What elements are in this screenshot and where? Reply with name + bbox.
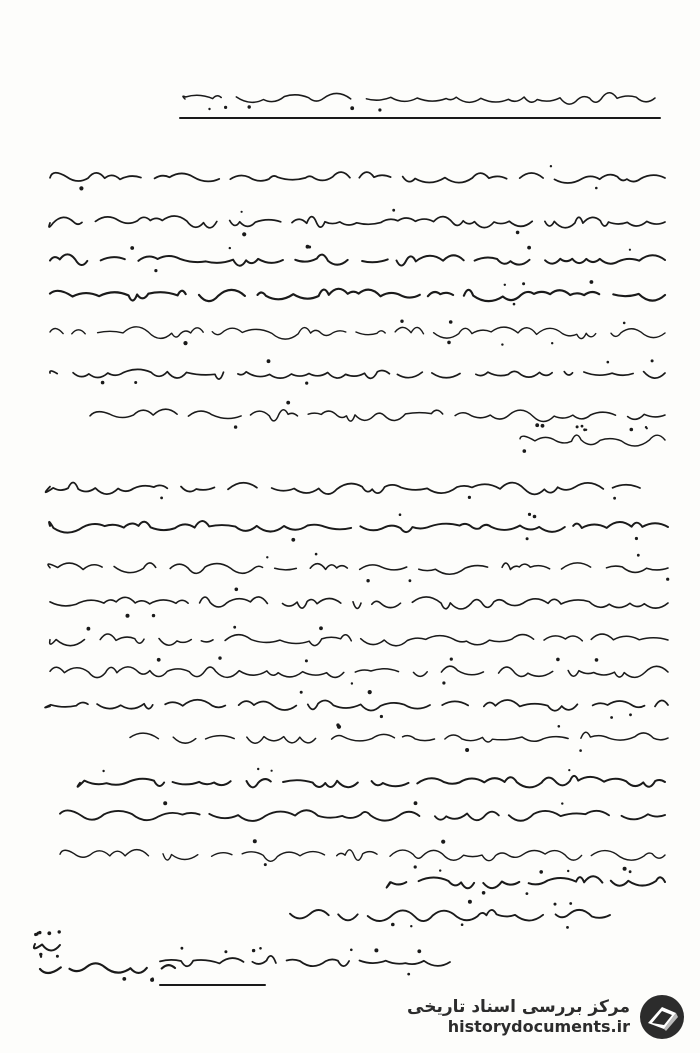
diacritic-dot [224, 106, 227, 109]
watermark-title: مرکز بررسی اسناد تاریخی [407, 997, 630, 1018]
diacritic-dot [286, 401, 290, 405]
diacritic-dot [550, 165, 552, 167]
diacritic-dot [516, 231, 520, 235]
diacritic-dot [257, 768, 259, 770]
diacritic-dot [449, 320, 453, 324]
diacritic-dot [134, 381, 137, 384]
diacritic-dot [623, 867, 627, 871]
diacritic-dot [157, 658, 161, 662]
diacritic-dot [130, 246, 134, 250]
diacritic-dot [181, 947, 184, 950]
diacritic-dot [526, 892, 529, 895]
diacritic-dot [315, 553, 318, 556]
diacritic-dot [374, 948, 378, 952]
signature-handwriting [160, 956, 450, 966]
diacritic-dot [351, 682, 353, 684]
diacritic-dot [567, 870, 569, 872]
diacritic-dot [248, 105, 251, 108]
heading-handwriting [183, 93, 655, 104]
diacritic-dot [533, 515, 537, 519]
diacritic-dot [461, 923, 464, 926]
diacritic-dot [409, 579, 412, 582]
diacritic-dot [229, 247, 231, 249]
diacritic-dot [378, 108, 381, 111]
diacritic-dot [37, 932, 39, 934]
signature-mark [34, 944, 60, 951]
diacritic-dot [558, 725, 561, 728]
paragraph-2-line [50, 666, 668, 677]
diacritic-dot [417, 949, 421, 953]
diacritic-dot [522, 282, 525, 285]
paragraph-1-line [50, 369, 665, 379]
book-quill-icon [638, 993, 686, 1041]
paragraph-2-line [45, 700, 668, 711]
paragraph-1-line [49, 216, 665, 228]
diacritic-dot [613, 497, 616, 500]
diacritic-dot [233, 626, 236, 629]
diacritic-dot [79, 186, 83, 190]
diacritic-dot [551, 342, 553, 344]
diacritic-dot [380, 715, 383, 718]
diacritic-dot [556, 658, 560, 662]
diacritic-dot [526, 537, 529, 540]
diacritic-dot [264, 863, 267, 866]
diacritic-dot [266, 556, 268, 558]
diacritic-dot [629, 249, 631, 251]
diacritic-dot [208, 108, 210, 110]
diacritic-dot [576, 425, 579, 428]
diacritic-dot [579, 749, 582, 752]
diacritic-dot [450, 658, 453, 661]
diacritic-dot [366, 579, 369, 582]
diacritic-dot [607, 361, 610, 364]
diacritic-dot [150, 978, 154, 982]
diacritic-dot [224, 950, 227, 953]
diacritic-dot [368, 690, 372, 694]
diacritic-dot [465, 748, 469, 752]
paragraph-3-line [60, 850, 665, 862]
diacritic-dot [163, 801, 167, 805]
diacritic-dot [259, 947, 262, 950]
paragraph-2-line [130, 732, 668, 743]
paragraph-2-line [48, 563, 668, 574]
diacritic-dot [439, 869, 441, 871]
diacritic-dot [468, 496, 471, 499]
handwriting-strokes [34, 93, 669, 982]
diacritic-dot [407, 973, 410, 976]
diacritic-dot [319, 626, 323, 630]
diacritic-dot [350, 949, 353, 952]
diacritic-dot [350, 106, 354, 110]
diacritic-dot [623, 322, 626, 325]
diacritic-dot [122, 977, 126, 981]
diacritic-dot [308, 246, 311, 249]
diacritic-dot [666, 578, 669, 581]
diacritic-dot [253, 839, 257, 843]
diacritic-dot [569, 902, 572, 905]
diacritic-dot [235, 588, 239, 592]
paragraph-2-line [46, 482, 640, 494]
diacritic-dot [399, 513, 402, 516]
paragraph-1-line [50, 289, 665, 301]
diacritic-dot [305, 659, 308, 662]
diacritic-dot [523, 449, 527, 453]
diacritic-dot [539, 870, 543, 874]
paragraph-2-line [50, 597, 668, 609]
diacritic-dot [336, 723, 339, 726]
diacritic-dot [241, 211, 243, 213]
diacritic-dot [160, 497, 163, 500]
diacritic-dot [271, 770, 273, 772]
paragraph-3-line [60, 810, 665, 821]
diacritic-dot [442, 681, 445, 684]
diacritic-dot [447, 341, 451, 345]
diacritic-dot [528, 513, 531, 516]
diacritic-dot [527, 246, 531, 250]
diacritic-dot [595, 658, 599, 662]
diacritic-dot [102, 770, 104, 772]
paragraph-3-line [387, 876, 665, 888]
paragraph-2-line [50, 634, 668, 646]
diacritic-dot [541, 424, 545, 428]
diacritic-dot [468, 900, 472, 904]
watermark [407, 993, 686, 1041]
diacritic-dot [267, 359, 271, 363]
diacritic-dot [183, 341, 187, 345]
diacritic-dot [47, 931, 51, 935]
diacritic-dot [87, 627, 91, 631]
diacritic-dot [629, 870, 632, 873]
diacritic-dot [400, 320, 403, 323]
diacritic-dot [441, 840, 445, 844]
paragraph-1-line [520, 435, 665, 446]
diacritic-dot [637, 554, 640, 557]
diacritic-dot [234, 425, 237, 428]
diacritic-dot [630, 428, 634, 432]
diacritic-dot [242, 232, 246, 236]
diacritic-dot [414, 865, 417, 868]
diacritic-dot [305, 382, 308, 385]
diacritic-dot [392, 209, 395, 212]
diacritic-dot [101, 381, 105, 385]
diacritic-dot [39, 953, 42, 956]
paragraph-1-line [50, 327, 665, 339]
diacritic-dot [566, 926, 569, 929]
signature-number [40, 963, 175, 973]
diacritic-dot [554, 903, 557, 906]
diacritic-dot [391, 923, 395, 927]
diacritic-dot [504, 284, 506, 286]
diacritic-dot [56, 955, 59, 958]
diacritic-dot [585, 429, 587, 431]
diacritic-dot [590, 280, 594, 284]
diacritic-dot [152, 614, 155, 617]
diacritic-dot [535, 423, 539, 427]
diacritic-dot [58, 930, 61, 933]
diacritic-dot [154, 269, 157, 272]
watermark-text [407, 998, 630, 1036]
diacritic-dot [482, 891, 486, 895]
diacritic-dot [291, 538, 295, 542]
diacritic-dot [568, 769, 570, 771]
diacritic-dot [252, 949, 255, 952]
paragraph-3-line [78, 776, 665, 788]
diacritic-dot [629, 713, 632, 716]
diacritic-dot [581, 425, 584, 428]
diacritic-dot [414, 801, 418, 805]
closing-line [290, 910, 610, 921]
diacritic-dot [513, 303, 516, 306]
diacritic-dot [651, 359, 654, 362]
diacritic-dot [561, 802, 563, 804]
diacritic-dot [410, 925, 412, 927]
paragraph-2-line [49, 521, 668, 533]
diacritic-dot [300, 691, 303, 694]
diacritic-dot [595, 187, 598, 190]
paragraph-1-line [90, 409, 665, 421]
diacritic-dot [635, 537, 638, 540]
paragraph-1-line [50, 254, 665, 265]
diacritic-dot [218, 656, 221, 659]
diacritic-dot [610, 716, 613, 719]
watermark-url: historydocuments.ir [447, 1016, 630, 1036]
paragraph-1-line [50, 172, 665, 183]
diacritic-dot [501, 343, 503, 345]
diacritic-dot [126, 614, 130, 618]
diacritic-dot [645, 426, 647, 428]
